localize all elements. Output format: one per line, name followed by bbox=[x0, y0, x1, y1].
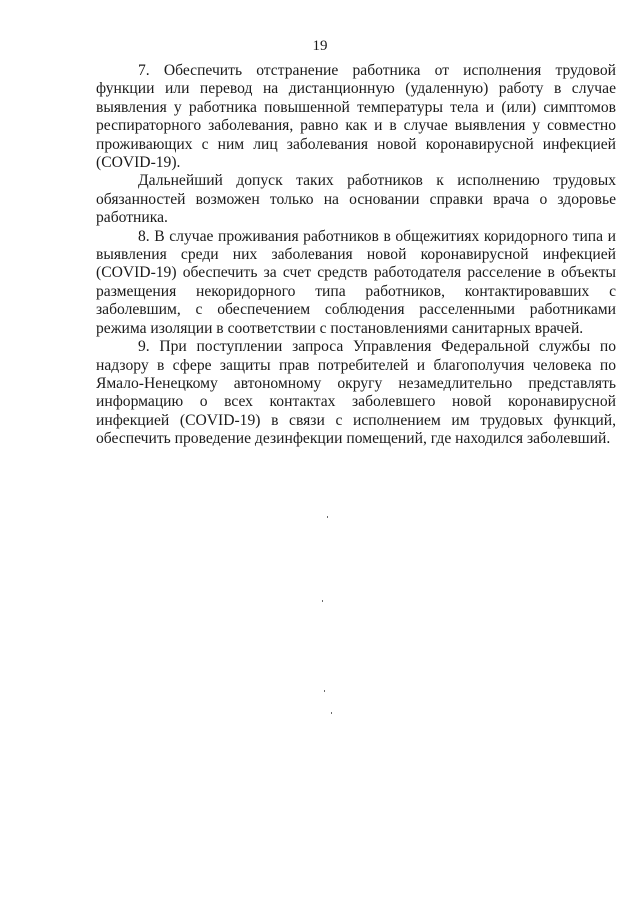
paragraph-9: 9. При поступлении запроса Управления Федеральной службы по надзору в сфере защиты прав потребителей и благополучия человека по Ямало-Ненецкому автономному округу незамедлительно представлять информацию о всех контактах заболевшего новой коронавирусной инфекцией (COVID-19) в связи с исполнением им трудовых функций, обеспечить проведение дезинфекции помещений, где находился заболевший. bbox=[96, 338, 616, 448]
paragraph-7: 7. Обеспечить отстранение работника от исполнения трудовой функции или перевод на дистанционную (удаленную) работу в случае выявления у работника повышенной температуры тела и (или) симптомов респираторного заболевания, равно как и в случае выявления у совместно проживающих с ним лиц заболевания новой коронавирусной инфекцией (COVID-19). bbox=[96, 62, 616, 172]
page-number: 19 bbox=[312, 38, 328, 54]
scan-speck bbox=[327, 516, 328, 518]
scan-speck bbox=[331, 712, 332, 714]
scan-speck bbox=[324, 690, 325, 692]
paragraph-8: 8. В случае проживания работников в общежитиях коридорного типа и выявления среди них заболевания новой коронавирусной инфекцией (COVID-19) обеспечить за счет средств работодателя расселение в объекты размещения некоридорного типа работников, контактировавших с заболевшим, с обеспечением соблюдения расселенными работниками режима изоляции в соответствии с постановлениями санитарных врачей. bbox=[96, 227, 616, 337]
scan-speck bbox=[322, 600, 323, 602]
document-body bbox=[96, 62, 616, 449]
paragraph-7-continuation: Дальнейший допуск таких работников к исполнению трудовых обязанностей возможен только на основании справки врача о здоровье работника. bbox=[96, 172, 616, 227]
